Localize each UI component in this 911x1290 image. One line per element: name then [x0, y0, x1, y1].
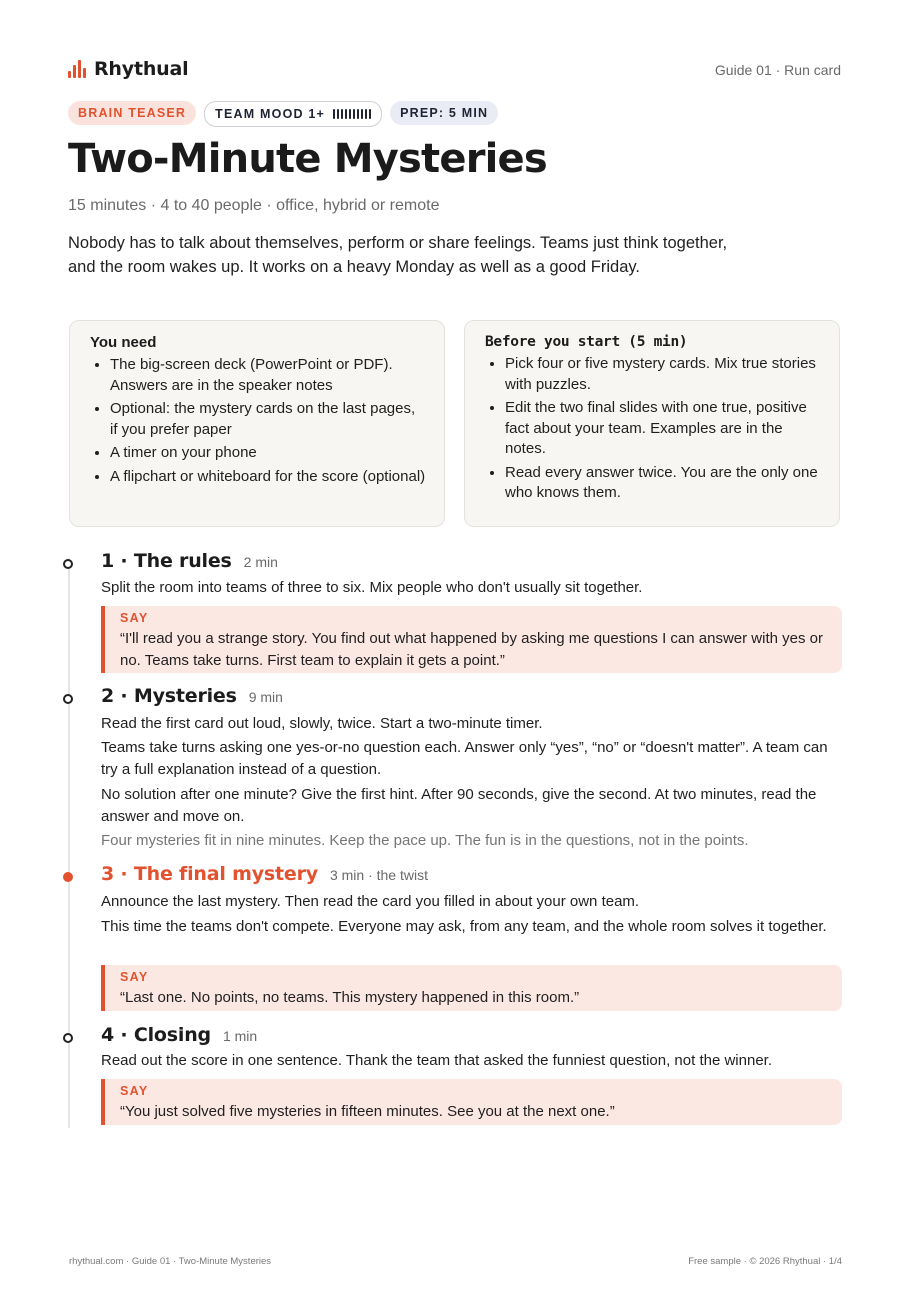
step-header — [101, 1024, 257, 1046]
step-paragraph: Split the room into teams of three to six. Mix people who don't usually sit together. — [101, 579, 643, 596]
list-item: • Pick four or five mystery cards. Mix true stories with puzzles. — [505, 354, 821, 395]
mood-meter-tick — [341, 109, 343, 119]
step-note: Four mysteries fit in nine minutes. Keep the pace up. The fun is in the questions, not in the points. — [101, 832, 749, 849]
timeline-dot-icon — [63, 559, 73, 569]
timeline-dot-active-icon — [63, 872, 73, 882]
list-item: • The big-screen deck (PowerPoint or PDF). Answers are in the speaker notes — [110, 355, 426, 396]
step-duration: 2 min — [243, 554, 278, 570]
before-start-list — [485, 354, 821, 504]
before-start-title: Before you start (5 min) — [485, 334, 688, 350]
step-title: 4 · Closing — [101, 1024, 211, 1046]
badge-row — [68, 101, 498, 127]
mood-meter-tick — [333, 109, 335, 119]
before-start-card — [464, 320, 840, 527]
say-text: “I'll read you a strange story. You find out what happened by asking me questions I can answer with yes or no. Teams take turns. First team to explain it gets a point.” — [120, 630, 823, 669]
step-title: 3 · The final mystery — [101, 863, 318, 885]
brand-name: Rhythual — [94, 58, 189, 80]
say-callout — [101, 965, 842, 1011]
activity-meta: 15 minutes · 4 to 40 people · office, hybrid or remote — [68, 197, 440, 214]
mood-meter-tick — [353, 109, 355, 119]
category-badge-label: BRAIN TEASER — [78, 106, 187, 120]
prep-badge-label: PREP: 5 MIN — [400, 106, 489, 120]
you-need-list — [90, 355, 426, 487]
mood-meter-tick — [337, 109, 339, 119]
say-text: “Last one. No points, no teams. This mystery happened in this room.” — [120, 989, 580, 1006]
timeline-dot-icon — [63, 1033, 73, 1043]
timeline-dot-icon — [63, 694, 73, 704]
step-paragraph: Read the first card out loud, slowly, twice. Start a two-minute timer. — [101, 715, 543, 732]
say-callout — [101, 1079, 842, 1125]
mood-badge-label: TEAM MOOD 1+ — [215, 107, 326, 121]
step-header — [101, 685, 283, 707]
mood-meter-tick — [361, 109, 363, 119]
say-label: SAY — [120, 611, 149, 625]
say-label: SAY — [120, 970, 149, 984]
step-title: 1 · The rules — [101, 550, 232, 572]
step-paragraph: Teams take turns asking one yes-or-no question each. Answer only “yes”, “no” or “doesn't matter”. A team can try a full explanation instead of a question. — [101, 739, 828, 778]
guide-label: Guide 01 · Run card — [714, 62, 841, 78]
footer-left: rhythual.com · Guide 01 · Two-Minute Mysteries — [69, 1256, 272, 1267]
say-label: SAY — [120, 1084, 149, 1098]
prep-badge — [390, 101, 498, 125]
you-need-title: You need — [90, 334, 157, 351]
step-paragraph: Read out the score in one sentence. Thank the team that asked the funniest question, not the winner. — [101, 1052, 773, 1069]
step-paragraph: Announce the last mystery. Then read the card you filled in about your own team. — [101, 893, 640, 910]
bar-chart-logo-icon — [68, 60, 86, 78]
you-need-card — [69, 320, 445, 527]
mood-meter-tick — [369, 109, 371, 119]
step-duration: 9 min — [248, 689, 283, 705]
footer-right: Free sample · © 2026 Rhythual · 1/4 — [688, 1256, 842, 1267]
mood-meter-tick — [345, 109, 347, 119]
say-text: “You just solved five mysteries in fifteen minutes. See you at the next one.” — [120, 1103, 615, 1120]
list-item: • A timer on your phone — [110, 443, 426, 464]
list-item: • A flipchart or whiteboard for the score (optional) — [110, 467, 426, 488]
step-paragraph: No solution after one minute? Give the first hint. After 90 seconds, give the second. At two minutes, read the answer and move on. — [101, 786, 817, 825]
list-item: • Edit the two final slides with one true, positive fact about your team. Examples are in the notes. — [505, 398, 821, 460]
intro-text: Nobody has to talk about themselves, perform or share feelings. Teams just think together, and the room wakes up. It works on a heavy Monday as well as a good Friday. — [68, 234, 728, 276]
mood-meter-tick — [349, 109, 351, 119]
step-paragraph: This time the teams don't compete. Everyone may ask, from any team, and the whole room solves it together. — [101, 918, 827, 935]
step-duration: 1 min — [222, 1028, 258, 1044]
mood-meter-tick — [365, 109, 367, 119]
step-title: 2 · Mysteries — [101, 685, 237, 707]
step-header — [101, 550, 278, 572]
step-header — [101, 863, 428, 885]
category-badge — [68, 101, 196, 125]
mood-meter-tick — [357, 109, 359, 119]
list-item: • Optional: the mystery cards on the last pages, if you prefer paper — [110, 399, 426, 440]
page-title: Two-Minute Mysteries — [68, 136, 547, 182]
mood-meter-icon — [333, 109, 371, 119]
step-duration: 3 min · the twist — [329, 867, 428, 883]
list-item: • Read every answer twice. You are the only one who knows them. — [505, 463, 821, 504]
brand — [68, 58, 188, 80]
say-callout — [101, 606, 842, 673]
mood-badge — [204, 101, 382, 127]
